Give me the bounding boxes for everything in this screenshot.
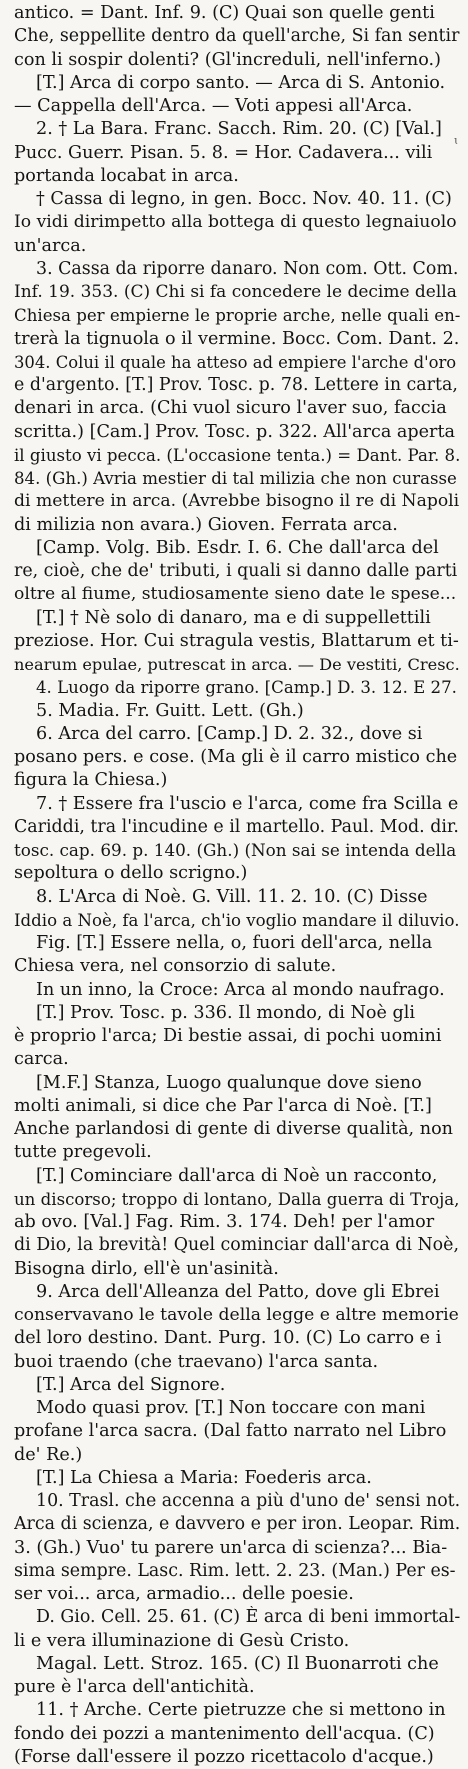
text-line: ab ovo. [Val.] Fag. Rim. 3. 174. Deh! per l'amor (14, 1212, 435, 1232)
text-line: — Cappella dell'Arca. — Voti appesi all'Arca. (14, 96, 413, 116)
text-line: scritta.) [Cam.] Prov. Tosc. p. 322. All'arca aperta (14, 421, 456, 442)
text-line: 3. (Gh.) Vuo' tu parere un'arca di scienza?... Bia- (14, 1537, 448, 1558)
text-line: [T.] La Chiesa a Maria: Foederis arca. (36, 1467, 372, 1488)
text-line: [T.] Arca del Signore. (36, 1374, 226, 1395)
text-line: tutte pregevoli. (14, 1142, 152, 1163)
text-line: di mettere in arca. (Avrebbe bisogno il re di Napoli (14, 491, 460, 512)
text-line: profane l'arca sacra. (Dal fatto narrato nel Libro (14, 1421, 447, 1442)
text-line: di Dio, la brevità! Quel cominciar dall'arca di Noè, (14, 1235, 459, 1256)
text-line: 4. Luogo da riporre grano. [Camp.] D. 3. 12. E 27. (36, 678, 457, 698)
text-line: 6. Arca del carro. [Camp.] D. 2. 32., dove si (36, 723, 423, 744)
text-line: e d'argento. [T.] Prov. Tosc. p. 78. Lettere in carta, (14, 375, 458, 395)
text-line: sima sempre. Lasc. Rim. lett. 2. 23. (Man.) Per es- (14, 1560, 456, 1581)
text-line: 7. † Essere fra l'uscio e l'arca, come fra Scilla e (36, 793, 459, 814)
text-line: Che, seppellite dentro da quell'arche, Si fan sentir (14, 26, 460, 47)
text-line: molti animali, si dice che Par l'arca di Noè. [T.] (14, 1095, 432, 1116)
text-line: 84. (Gh.) Avria mestier di tal milizia che non curasse (14, 469, 457, 488)
text-line: sepoltura o dello scrigno.) (14, 863, 248, 884)
text-line: posano pers. e cose. (Ma gli è il carro mistico che (14, 747, 458, 767)
text-line: Iddio a Noè, fa l'arca, ch'io voglio mandare il diluvio. (14, 910, 460, 930)
text-line: fondo dei pozzi a mantenimento dell'acqua. (C) (14, 1723, 435, 1744)
text-line: Modo quasi prov. [T.] Non toccare con mani (36, 1398, 426, 1418)
text-line: oltre al fiume, studiosamente sieno date le spese... (14, 584, 457, 605)
text-line: carca. (14, 1049, 69, 1070)
text-line: 10. Trasl. che accenna a più d'uno de' sensi not. (36, 1491, 460, 1511)
text-line: 11. † Arche. Certe pietruzze che si mettono in (36, 1700, 446, 1721)
text-line: ser voi... arca, armadio... delle poesie. (14, 1584, 354, 1604)
text-line: figura la Chiesa.) (14, 770, 168, 791)
text-line: Bisogna dirlo, ell'è un'asinità. (14, 1258, 279, 1279)
text-line: il giusto vi pecca. (L'occasione tenta.) = Dant. Par. 8. (14, 445, 460, 465)
text-line: tosc. cap. 69. p. 140. (Gh.) (Non sai se intenda della (14, 840, 457, 860)
text-line: 2. † La Bara. Franc. Sacch. Rim. 20. (C) [Val.] (36, 119, 442, 140)
text-line: Inf. 19. 353. (C) Chi si fa concedere le decime della (14, 282, 457, 302)
text-line: † Cassa di legno, in gen. Bocc. Nov. 40. 11. (C) (36, 189, 452, 209)
text-line: Chiesa per empierne le proprie arche, nelle quali en- (14, 306, 460, 326)
text-line: In un inno, la Croce: Arca al mondo naufrago. (36, 979, 445, 1000)
text-line: 304. Colui il quale ha atteso ad empiere l'arche d'oro (14, 352, 457, 372)
text-line: preziose. Hor. Cui stragula vestis, Blattarum et ti- (14, 630, 459, 651)
text-line: Magal. Lett. Stroz. 165. (C) Il Buonarroti che (36, 1653, 439, 1674)
text-line: [T.] Prov. Tosc. p. 336. Il mondo, di Noè gli (36, 1002, 415, 1023)
text-line: conservavano le tavole della legge e altre memorie (14, 1305, 459, 1325)
text-line: 3. Cassa da riporre danaro. Non com. Ott. Com. (36, 258, 459, 279)
text-line: Cariddi, tra l'incudine e il martello. Paul. Mod. dir. (14, 816, 459, 837)
text-line: 5. Madia. Fr. Guitt. Lett. (Gh.) (36, 700, 304, 721)
text-line: Io vidi dirimpetto alla bottega di questo legnaiuolo (14, 212, 457, 233)
text-line: Chiesa vera, nel consorzio di salute. (14, 956, 337, 977)
text-line: Anche parlandosi di gente di diverse qualità, non (14, 1119, 454, 1139)
text-line: [T.] Arca di corpo santo. — Arca di S. Antonio. (36, 72, 446, 93)
text-line: Arca di scienza, e davvero e per iron. Leopar. Rim. (14, 1514, 460, 1535)
text-line: è proprio l'arca; Di bestie assai, di pochi uomini (14, 1026, 442, 1046)
text-line: portanda locabat in arca. (14, 165, 239, 186)
text-line: buoi traendo (che traevano) l'arca santa. (14, 1351, 379, 1372)
text-line: Pucc. Guerr. Pisan. 5. 8. = Hor. Cadavera... vili (14, 142, 433, 163)
text-line: [T.] Cominciare dall'arca di Noè un racconto, (36, 1165, 438, 1186)
text-line: 9. Arca dell'Alleanza del Patto, dove gli Ebrei (36, 1281, 440, 1302)
text-line: con li sospir dolenti? (Gl'increduli, nell'inferno.) (14, 49, 441, 70)
text-line: Fig. [T.] Essere nella, o, fuori dell'arca, nella (36, 933, 433, 953)
text-line: un'arca. (14, 235, 87, 256)
text-line: [T.] † Nè solo di danaro, ma e di suppellettili (36, 607, 431, 628)
margin-mark: ɩ (454, 134, 459, 147)
text-line: li e vera illuminazione di Gesù Cristo. (14, 1630, 350, 1651)
text-line: D. Gio. Cell. 25. 61. (C) È arca di beni immortal- (36, 1607, 460, 1628)
text-line: un discorso; troppo di lontano, Dalla guerra di Troja, (14, 1189, 460, 1209)
text-line: re, cioè, che de' tributi, i quali si danno dalle parti (14, 561, 458, 581)
text-line: de' Re.) (14, 1444, 83, 1465)
text-line: pure è l'arca dell'antichità. (14, 1677, 255, 1697)
text-line: (Forse dall'essere il pozzo ricettacolo d'acque.) (14, 1746, 434, 1767)
entry-text (14, 2, 460, 1769)
text-line: antico. = Dant. Inf. 9. (C) Quai son quelle genti (14, 3, 435, 23)
text-line: trerà la tignuola o il vermine. Bocc. Com. Dant. 2. (14, 328, 460, 349)
text-line: nearum epulae, putrescat in arca. — De vestiti, Cresc. (14, 655, 460, 674)
text-line: del loro destino. Dant. Purg. 10. (C) Lo carro e i (14, 1328, 442, 1349)
text-line: [Camp. Volg. Bib. Esdr. I. 6. Che dall'arca del (36, 537, 439, 558)
text-line: denari in arca. (Chi vuol sicuro l'aver suo, faccia (14, 398, 447, 419)
text-line: 8. L'Arca di Noè. G. Vill. 11. 2. 10. (C) Disse (36, 886, 428, 907)
text-line: [M.F.] Stanza, Luogo qualunque dove sieno (36, 1072, 422, 1093)
text-line: di milizia non avara.) Gioven. Ferrata arca. (14, 514, 398, 535)
